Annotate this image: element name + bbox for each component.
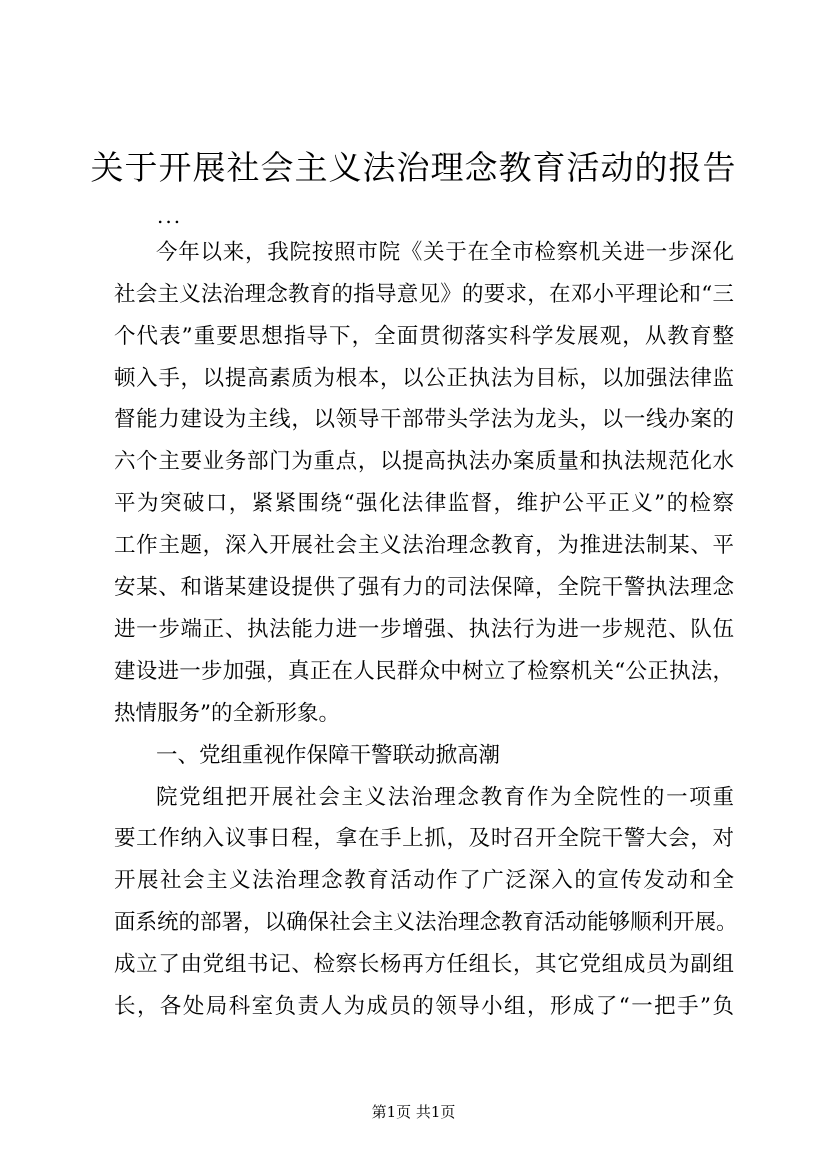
paragraph-line: 个代表”重要思想指导下，全面贯彻落实科学发展观，从教育整 <box>114 324 734 349</box>
document-title: 关于开展社会主义法治理念教育活动的报告 <box>90 148 737 187</box>
paragraph-line: 建设进一步加强，真正在人民群众中树立了检察机关“公正执法， <box>114 659 734 684</box>
paragraph-line: 六个主要业务部门为重点，以提高执法办案质量和执法规范化水 <box>114 449 734 474</box>
paragraph-line: 今年以来，我院按照市院《关于在全市检察机关进一步深化 <box>156 240 734 265</box>
ellipsis-marker: ... <box>157 204 183 228</box>
paragraph-line: 顿入手，以提高素质为根本，以公正执法为目标，以加强法律监 <box>114 366 734 391</box>
paragraph-line: 面系统的部署，以确保社会主义法治理念教育活动能够顺利开展。 <box>114 910 738 935</box>
paragraph-line: 长，各处局科室负责人为成员的领导小组，形成了“一把手”负 <box>114 994 734 1019</box>
paragraph-line: 安某、和谐某建设提供了强有力的司法保障，全院干警执法理念 <box>114 575 734 600</box>
paragraph-line: 开展社会主义法治理念教育活动作了广泛深入的宣传发动和全 <box>114 868 734 893</box>
page-number-footer: 第1页 共1页 <box>371 1103 456 1121</box>
paragraph-line: 督能力建设为主线，以领导干部带头学法为龙头，以一线办案的 <box>114 407 734 432</box>
paragraph-line: 社会主义法治理念教育的指导意见》的要求，在邓小平理论和“三 <box>114 282 734 307</box>
paragraph-line: 进一步端正、执法能力进一步增强、执法行为进一步规范、队伍 <box>114 617 734 642</box>
paragraph-line: 平为突破口，紧紧围绕“强化法律监督，维护公平正义”的检察 <box>114 491 734 516</box>
paragraph-line: 工作主题，深入开展社会主义法治理念教育，为推进法制某、平 <box>114 533 734 558</box>
paragraph-line: 院党组把开展社会主义法治理念教育作为全院性的一项重 <box>156 785 734 810</box>
paragraph-line: 成立了由党组书记、检察长杨再方任组长，其它党组成员为副组 <box>114 952 734 977</box>
section-heading: 一、党组重视作保障干警联动掀高潮 <box>156 743 501 768</box>
paragraph-line: 热情服务”的全新形象。 <box>114 701 340 726</box>
paragraph-line: 要工作纳入议事日程，拿在手上抓，及时召开全院干警大会，对 <box>114 826 734 851</box>
